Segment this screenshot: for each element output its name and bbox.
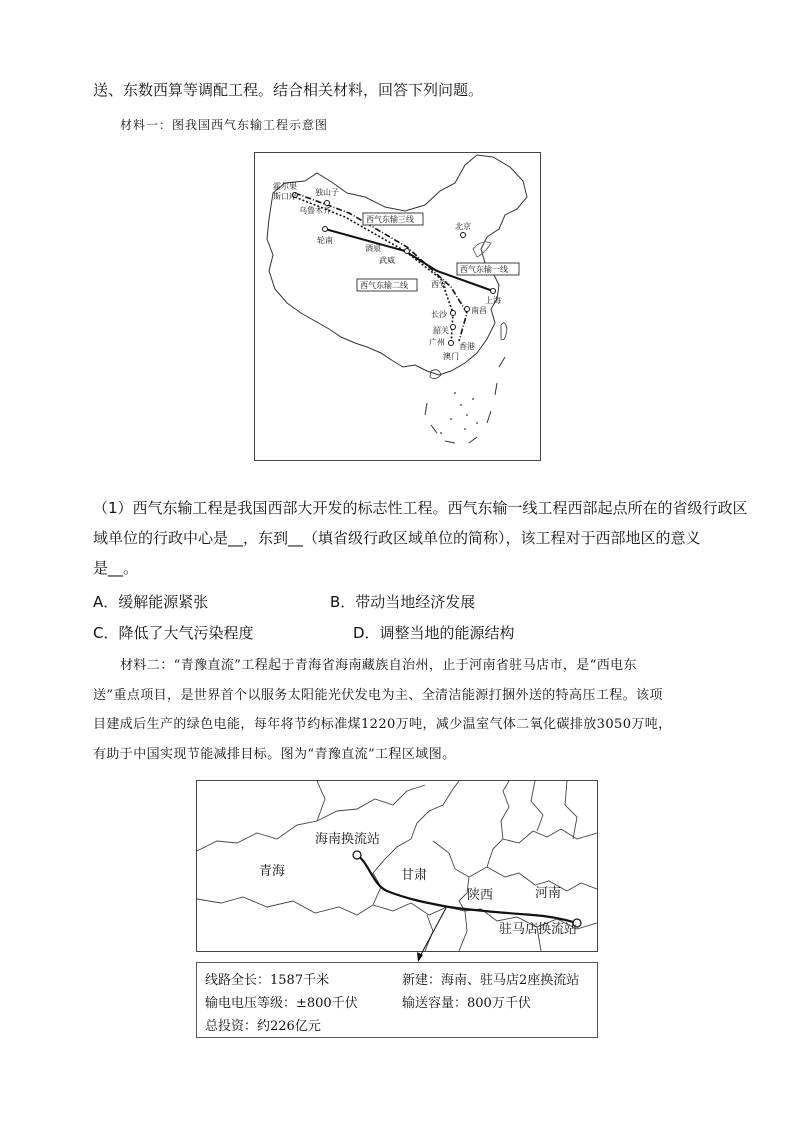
label-gansu: 甘肃 <box>401 868 428 883</box>
info-capacity: 输送容量：800万千伏 <box>402 996 531 1011</box>
material2-line4: 有助于中国实现节能减排目标。图为“青豫直流”工程区域图。 <box>93 747 456 762</box>
city-marker-dushanzi <box>325 201 330 206</box>
south-china-sea-islands <box>440 392 478 434</box>
label-shanghai: 上海 <box>485 296 501 305</box>
label-dushanzi: 独山子 <box>315 188 339 197</box>
callout-line3 <box>363 213 423 225</box>
label-qinghai: 青海 <box>259 864 286 879</box>
label-changsha: 长沙 <box>431 310 447 319</box>
label-henan: 河南 <box>535 886 562 901</box>
label-zhumadian-station: 驻马店换流站 <box>499 922 578 937</box>
label-wulumuqi: 乌鲁木齐 <box>299 206 331 215</box>
svg-text:西气东输一线: 西气东输一线 <box>460 265 508 274</box>
bohai-outline <box>473 242 491 257</box>
intro-line: 送、东数西算等调配工程。结合相关材料，回答下列问题。 <box>93 81 484 99</box>
svg-text:西气东输三线: 西气东输三线 <box>366 215 414 224</box>
label-wuwei: 武威 <box>379 256 395 265</box>
city-marker-shanghai <box>491 289 496 294</box>
info-voltage: 输电电压等级：±800千伏 <box>205 996 358 1011</box>
city-marker-lunnan <box>323 227 328 232</box>
gas-pipeline-map-svg <box>255 153 540 460</box>
callout-line1 <box>457 263 519 275</box>
gas-pipeline-map <box>254 152 541 461</box>
city-marker-xian-area <box>405 249 410 254</box>
taiwan-outline <box>501 323 507 340</box>
label-guangzhou: 广州 <box>429 338 445 347</box>
callout-line2 <box>357 279 417 291</box>
question1-line1: （1）西气东输工程是我国西部大开发的标志性工程。西气东输一线工程西部起点所在的省级行政区 <box>93 499 748 517</box>
label-hainan-station: 海南换流站 <box>315 832 381 847</box>
city-marker-nanchang <box>465 307 470 312</box>
project-info-box <box>196 962 598 1038</box>
city-marker-beijing <box>461 233 466 238</box>
label-xianggang: 香港 <box>459 342 475 351</box>
city-marker-guangzhou <box>449 341 454 346</box>
material2-line2: 送”重点项目，是世界首个以服务太阳能光伏发电为主、全清洁能源打捆外送的特高压工程。该项 <box>93 688 663 703</box>
info-investment: 总投资：约226亿元 <box>205 1019 321 1034</box>
material1-caption: 材料一：图我国西气东输工程示意图 <box>120 118 329 132</box>
label-shaanxi: 陕西 <box>467 888 494 903</box>
option-d[interactable]: D．调整当地的能源结构 <box>353 624 515 642</box>
info-length: 线路全长：1587千米 <box>205 973 330 988</box>
label-shaoguan: 韶关 <box>433 326 449 335</box>
label-jiuquan: 酒泉 <box>365 244 381 253</box>
city-marker-shaoguan <box>451 325 456 330</box>
label-lunnan: 轮南 <box>317 236 333 245</box>
label-xian: 西安 <box>431 280 447 289</box>
option-a[interactable]: A．缓解能源紧张 <box>93 593 209 611</box>
label-horgos-2: 斯口岸 <box>273 192 297 201</box>
material2-line1: 材料二：“青豫直流”工程起于青海省海南藏族自治州，止于河南省驻马店市，是“西电东 <box>120 658 637 673</box>
label-beijing: 北京 <box>455 222 471 231</box>
option-b[interactable]: B．带动当地经济发展 <box>330 593 476 611</box>
svg-text:西气东输二线: 西气东输二线 <box>360 281 408 290</box>
label-aomen: 澳门 <box>443 352 459 361</box>
label-horgos-1: 霍尔果 <box>273 182 297 191</box>
question1-line2: 域单位的行政中心是__，东到__（填省级行政区域单位的简称），该工程对于西部地区的意义 <box>93 529 701 547</box>
material2-line3: 目建成后生产的绿色电能，每年将节约标准煤1220万吨，减少温室气体二氧化碳排放3050万吨， <box>93 717 672 732</box>
info-new-build: 新建：海南、驻马店2座换流站 <box>402 973 580 988</box>
question1-line3: 是__。 <box>93 559 139 577</box>
option-c[interactable]: C．降低了大气污染程度 <box>93 624 254 642</box>
label-nanchang: 南昌 <box>471 306 487 315</box>
qingyu-dc-figure <box>196 780 598 1038</box>
city-marker-changsha <box>451 311 456 316</box>
